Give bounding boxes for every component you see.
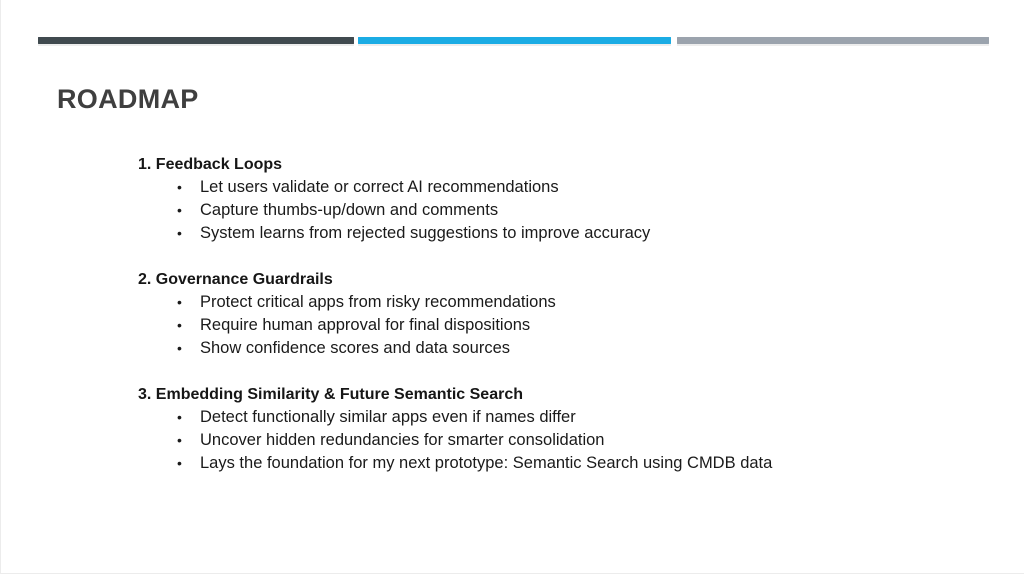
bullet-dot-icon: • — [177, 294, 182, 310]
list-item — [138, 337, 978, 360]
section-heading: 3. Embedding Similarity & Future Semantic Search — [138, 386, 523, 403]
bullet-dot-icon: • — [177, 202, 182, 218]
bullet-list — [138, 406, 978, 475]
list-item — [138, 429, 978, 452]
bullet-dot-icon: • — [177, 409, 182, 425]
accent-bar-group — [1, 37, 1024, 47]
accent-bar-blue — [358, 37, 671, 44]
accent-bar-dark — [38, 37, 354, 44]
list-item-label: Lays the foundation for my next prototype: Semantic Search using CMDB data — [200, 454, 773, 472]
slide-body — [138, 153, 978, 475]
bullet-list — [138, 291, 978, 360]
roadmap-section — [138, 268, 978, 360]
roadmap-section — [138, 383, 978, 475]
list-item — [138, 176, 978, 199]
list-item-label: System learns from rejected suggestions to improve accuracy — [200, 224, 651, 242]
bullet-list — [138, 176, 978, 245]
list-item — [138, 452, 978, 475]
list-item — [138, 406, 978, 429]
section-heading: 2. Governance Guardrails — [138, 271, 333, 288]
list-item — [138, 199, 978, 222]
list-item-label: Require human approval for final dispositions — [200, 316, 531, 334]
bullet-dot-icon: • — [177, 455, 182, 471]
list-item-label: Capture thumbs-up/down and comments — [200, 201, 499, 219]
roadmap-section — [138, 153, 978, 245]
bullet-dot-icon: • — [177, 179, 182, 195]
list-item — [138, 314, 978, 337]
bullet-dot-icon: • — [177, 225, 182, 241]
bullet-dot-icon: • — [177, 432, 182, 448]
section-heading: 1. Feedback Loops — [138, 156, 283, 173]
list-item-label: Uncover hidden redundancies for smarter consolidation — [200, 431, 605, 449]
list-item — [138, 291, 978, 314]
page-title: ROADMAP — [57, 84, 199, 114]
list-item-label: Protect critical apps from risky recommendations — [200, 293, 556, 311]
bullet-dot-icon: • — [177, 317, 182, 333]
list-item-label: Detect functionally similar apps even if names differ — [200, 408, 576, 426]
list-item — [138, 222, 978, 245]
list-item-label: Show confidence scores and data sources — [200, 339, 511, 357]
bullet-dot-icon: • — [177, 340, 182, 356]
accent-bar-gray — [677, 37, 989, 44]
list-item-label: Let users validate or correct AI recommendations — [200, 178, 559, 196]
